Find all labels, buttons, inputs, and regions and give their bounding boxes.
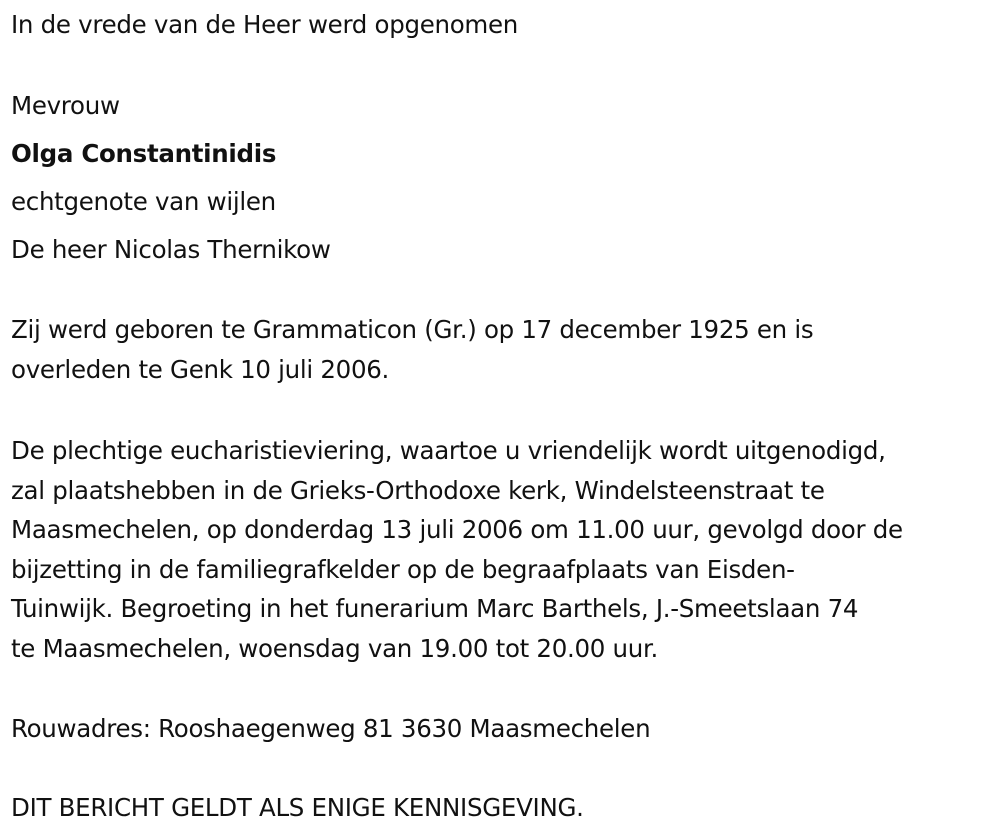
spouse-name: De heer Nicolas Thernikow bbox=[11, 235, 331, 264]
ceremony-line: Tuinwijk. Begroeting in het funerarium Marc Barthels, J.-Smeetslaan 74 bbox=[11, 594, 859, 623]
ceremony-line: zal plaatshebben in de Grieks-Orthodoxe kerk, Windelsteenstraat te bbox=[11, 476, 825, 505]
closing-statement: DIT BERICHT GELDT ALS ENIGE KENNISGEVING. bbox=[11, 793, 584, 822]
relation-text: echtgenote van wijlen bbox=[11, 187, 276, 216]
ceremony-line: De plechtige eucharistieviering, waartoe u vriendelijk wordt uitgenodigd, bbox=[11, 436, 886, 465]
deceased-name: Olga Constantinidis bbox=[11, 139, 277, 168]
ceremony-line: Maasmechelen, op donderdag 13 juli 2006 om 11.00 uur, gevolgd door de bbox=[11, 515, 903, 544]
intro-text: In de vrede van de Heer werd opgenomen bbox=[11, 10, 518, 39]
ceremony-line: bijzetting in de familiegrafkelder op de begraafplaats van Eisden- bbox=[11, 555, 795, 584]
birth-death-line: Zij werd geboren te Grammaticon (Gr.) op 17 december 1925 en is bbox=[11, 315, 814, 344]
ceremony-line: te Maasmechelen, woensdag van 19.00 tot 20.00 uur. bbox=[11, 634, 659, 663]
birth-death-line: overleden te Genk 10 juli 2006. bbox=[11, 355, 390, 384]
mourning-address: Rouwadres: Rooshaegenweg 81 3630 Maasmechelen bbox=[11, 714, 651, 743]
salutation: Mevrouw bbox=[11, 91, 120, 120]
